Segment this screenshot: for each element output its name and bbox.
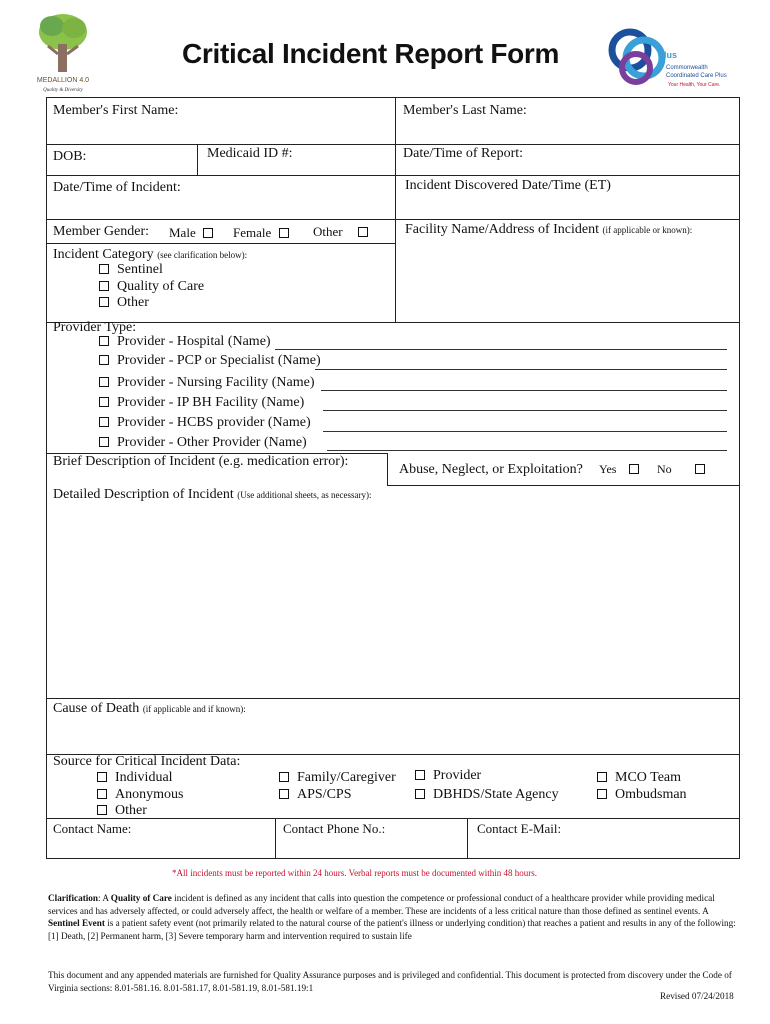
provider-hcbs-option[interactable] — [99, 415, 311, 431]
provider-other-line[interactable] — [327, 450, 727, 451]
source-aps-label: APS/CPS — [297, 787, 352, 802]
logo-tagline: Your Health, Your Care. — [668, 82, 721, 88]
cause-of-death-label — [53, 701, 246, 717]
category-label — [53, 247, 247, 263]
provider-hcbs-line[interactable] — [323, 431, 727, 432]
abuse-yes-label: Yes — [599, 462, 617, 476]
gender-male-option[interactable] — [169, 225, 221, 241]
source-anonymous-checkbox[interactable] — [97, 789, 107, 799]
revised-date: Revised 07/24/2018 — [660, 991, 734, 1001]
source-mco-label: MCO Team — [615, 770, 682, 785]
reporting-notice: *All incidents must be reported within 24 hours. Verbal reports must be documented within 48 hours. — [172, 868, 538, 878]
provider-nursing-checkbox[interactable] — [99, 377, 109, 387]
logo-line2: Coordinated Care Plus — [666, 73, 727, 79]
sentinel-event-term: Sentinel Event — [48, 918, 105, 928]
detailed-description-text: Detailed Description of Incident — [53, 487, 234, 502]
source-aps-option[interactable] — [279, 787, 351, 803]
source-other-option[interactable] — [97, 803, 147, 819]
facility-label — [405, 222, 692, 238]
report-datetime-label: Date/Time of Report: — [403, 146, 524, 161]
category-quality-label: Quality of Care — [117, 279, 205, 294]
facility-label-text: Facility Name/Address of Incident — [405, 222, 600, 237]
source-dbhds-label: DBHDS/State Agency — [433, 787, 559, 802]
contact-email-label: Contact E-Mail: — [477, 821, 562, 836]
provider-other-label: Provider - Other Provider (Name) — [117, 435, 307, 450]
provider-ipbh-line[interactable] — [323, 410, 727, 411]
category-quality-option[interactable] — [99, 279, 204, 295]
source-ombudsman-checkbox[interactable] — [597, 789, 607, 799]
page-title: Critical Incident Report Form — [182, 38, 560, 69]
source-family-option[interactable] — [279, 770, 396, 786]
dob-label: DOB: — [53, 149, 87, 164]
brief-description-label: Brief Description of Incident (e.g. medication error): — [53, 454, 349, 469]
confidentiality-footer: This document and any appended materials are furnished for Quality Assurance purposes and is privileged and confidential. This document is protected from discovery under the Code of Virginia sections: 8.01-581.16. 8.01-581.17, 8.01-581.19, 8.01-581.19:1 — [48, 970, 732, 993]
medallion-logo-text: MEDALLION 4.0 — [36, 77, 90, 84]
abuse-no-option[interactable] — [657, 462, 713, 477]
provider-hcbs-label: Provider - HCBS provider (Name) — [117, 415, 311, 430]
gender-other-option[interactable] — [313, 224, 376, 240]
medicaid-id-label: Medicaid ID #: — [207, 146, 293, 161]
source-other-label: Other — [115, 803, 147, 818]
abuse-no-label: No — [657, 462, 672, 476]
source-individual-checkbox[interactable] — [97, 772, 107, 782]
gender-other-checkbox[interactable] — [358, 227, 368, 237]
discovered-datetime-label: Incident Discovered Date/Time (ET) — [405, 178, 611, 193]
abuse-yes-option[interactable] — [599, 462, 647, 477]
abuse-yes-checkbox[interactable] — [629, 464, 639, 474]
provider-other-checkbox[interactable] — [99, 437, 109, 447]
clarification-text-2: incident is defined as any incident that calls into question the competence or professional conduct of a healthcare provider while providing medical services and has adversely affected, or could adversely affect, the health or welfare of a member. These are incidents of a less critical nature than those defined as sentinel events. A — [48, 893, 715, 916]
provider-pcp-checkbox[interactable] — [99, 355, 109, 365]
provider-hospital-checkbox[interactable] — [99, 336, 109, 346]
source-dbhds-option[interactable] — [415, 787, 559, 803]
first-name-label: Member's First Name: — [53, 103, 179, 118]
category-sentinel-option[interactable] — [99, 262, 163, 278]
clarification-paragraph — [48, 892, 738, 942]
quality-of-care-term: Quality of Care — [110, 893, 172, 903]
clarification-text-3: is a patient safety event (not primarily related to the natural course of the patient's illness or underlying condition) that reaches a patient and results in any of the following: [1] Death, [2] Permanent harm, [3] Severe temporary harm and intervention required to sustain life — [48, 918, 736, 941]
logo-plus-badge: Plus — [658, 50, 678, 60]
category-other-checkbox[interactable] — [99, 297, 109, 307]
medallion-logo-tagline: Quality & Diversity — [43, 88, 83, 93]
gender-female-label: Female — [233, 225, 272, 240]
provider-nursing-option[interactable] — [99, 375, 315, 391]
provider-nursing-label: Provider - Nursing Facility (Name) — [117, 375, 315, 390]
provider-type-label: Provider Type: — [53, 320, 137, 335]
abuse-label: Abuse, Neglect, or Exploitation? — [399, 462, 583, 477]
detailed-description-note: (Use additional sheets, as necessary): — [237, 490, 372, 500]
provider-nursing-line[interactable] — [321, 390, 727, 391]
source-provider-label: Provider — [433, 768, 482, 783]
gender-other-label: Other — [313, 224, 343, 239]
source-dbhds-checkbox[interactable] — [415, 789, 425, 799]
source-family-label: Family/Caregiver — [297, 770, 396, 785]
provider-pcp-label: Provider - PCP or Specialist (Name) — [117, 353, 321, 368]
provider-other-option[interactable] — [99, 435, 307, 451]
source-aps-checkbox[interactable] — [279, 789, 289, 799]
source-other-checkbox[interactable] — [97, 805, 107, 815]
incident-datetime-label: Date/Time of Incident: — [53, 180, 181, 195]
provider-pcp-option[interactable] — [99, 353, 321, 369]
last-name-label: Member's Last Name: — [403, 103, 527, 118]
abuse-no-checkbox[interactable] — [695, 464, 705, 474]
category-other-label: Other — [117, 295, 149, 310]
gender-male-checkbox[interactable] — [203, 228, 213, 238]
source-mco-checkbox[interactable] — [597, 772, 607, 782]
medallion-logo — [30, 10, 96, 96]
provider-hospital-label: Provider - Hospital (Name) — [117, 334, 271, 349]
category-label-text: Incident Category — [53, 247, 154, 262]
provider-ipbh-option[interactable] — [99, 395, 304, 411]
logo-line1: Commonwealth — [666, 65, 708, 71]
gender-male-label: Male — [169, 225, 196, 240]
contact-phone-label: Contact Phone No.: — [283, 821, 386, 836]
source-label: Source for Critical Incident Data: — [53, 754, 241, 769]
source-provider-checkbox[interactable] — [415, 770, 425, 780]
gender-label: Member Gender: — [53, 224, 150, 239]
category-sentinel-checkbox[interactable] — [99, 264, 109, 274]
clarification-heading: Clarification — [48, 893, 99, 903]
category-sentinel-label: Sentinel — [117, 262, 163, 277]
cause-of-death-note: (if applicable and if known): — [142, 704, 246, 714]
contact-name-label: Contact Name: — [53, 821, 132, 836]
provider-hospital-line[interactable] — [275, 349, 727, 350]
category-note: (see clarification below): — [157, 250, 248, 260]
detailed-description-area[interactable] — [47, 498, 739, 696]
clarification-text-1: : A — [98, 893, 111, 903]
source-anonymous-option[interactable] — [97, 787, 183, 803]
provider-ipbh-label: Provider - IP BH Facility (Name) — [117, 395, 305, 410]
provider-pcp-line[interactable] — [315, 369, 727, 370]
source-individual-label: Individual — [115, 770, 173, 785]
source-individual-option[interactable] — [97, 770, 173, 786]
cause-of-death-text: Cause of Death — [53, 701, 140, 716]
category-quality-checkbox[interactable] — [99, 281, 109, 291]
facility-note: (if applicable or known): — [602, 225, 693, 235]
source-mco-option[interactable] — [597, 770, 681, 786]
source-family-checkbox[interactable] — [279, 772, 289, 782]
source-ombudsman-label: Ombudsman — [615, 787, 687, 802]
gender-female-option[interactable] — [233, 225, 297, 241]
source-ombudsman-option[interactable] — [597, 787, 687, 803]
provider-hcbs-checkbox[interactable] — [99, 417, 109, 427]
gender-female-checkbox[interactable] — [279, 228, 289, 238]
source-anonymous-label: Anonymous — [115, 787, 184, 802]
form-frame — [46, 97, 740, 859]
category-other-option[interactable] — [99, 295, 149, 311]
ccc-plus-logo — [608, 24, 738, 94]
source-provider-option[interactable] — [415, 768, 481, 784]
provider-ipbh-checkbox[interactable] — [99, 397, 109, 407]
provider-hospital-option[interactable] — [99, 334, 271, 350]
